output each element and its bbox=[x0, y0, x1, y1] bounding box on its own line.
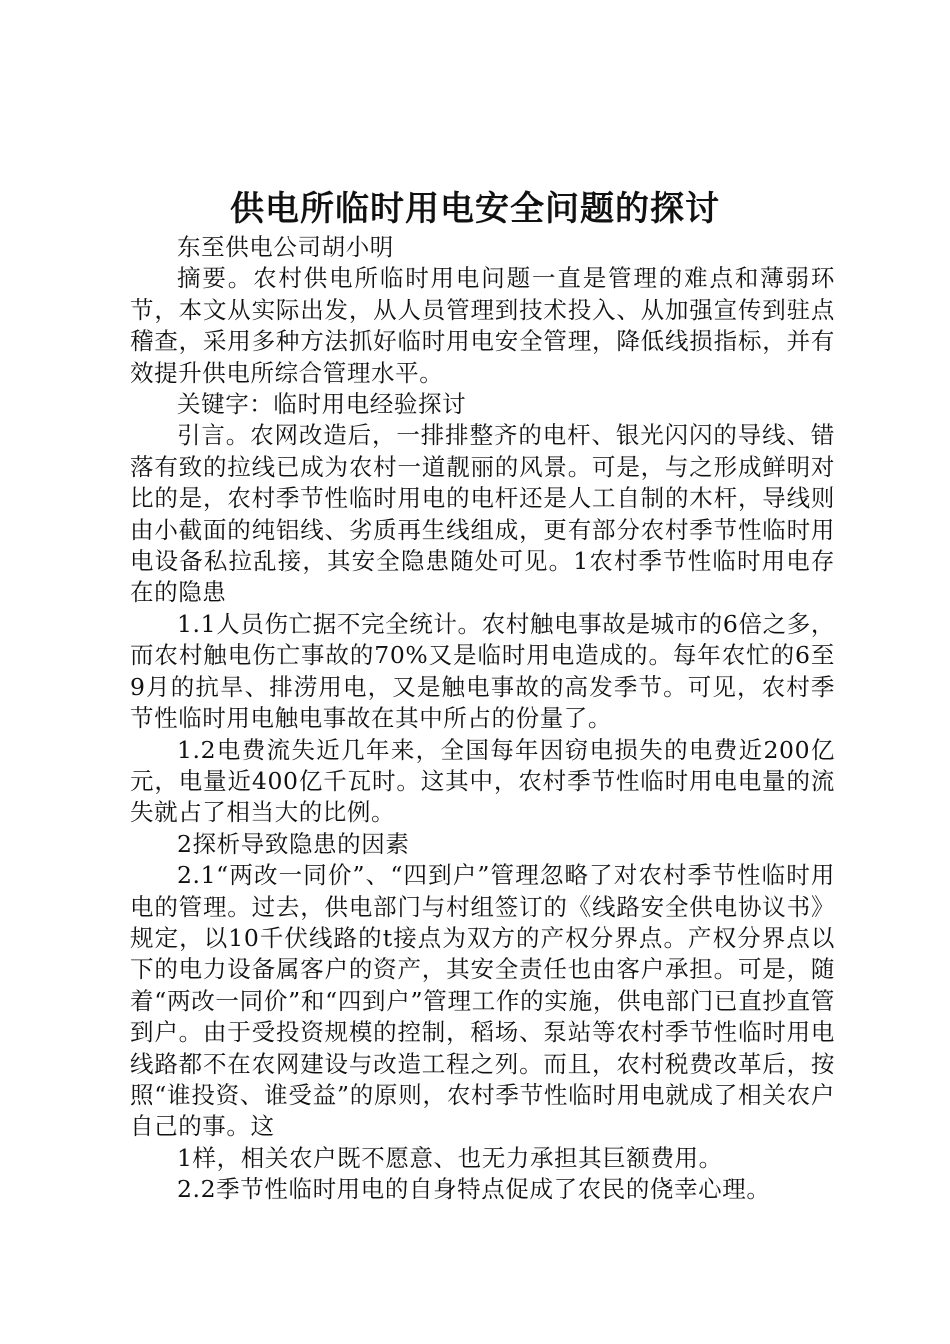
paragraph-2-1: 2.1“两改一同价”、“四到户”管理忽略了对农村季节性临时用电的管理。过去，供电部门与村组签订的《线路安全供电协议书》规定，以10千伏线路的t接点为双方的产权分界点。产权分界点以下的电力设备属客户的资产，其安全责任也由客户承担。可是，随着“两改一同价”和“四到户”管理工作的实施，供电部门已直抄直管到户。由于受投资规模的控制，稻场、泵站等农村季节性临时用电线路都不在农网建设与改造工程之列。而且，农村税费改革后，按照“谁投资、谁受益”的原则，农村季节性临时用电就成了相关农户自己的事。这 bbox=[130, 861, 835, 1141]
paragraph-keywords: 关键字：临时用电经验探讨 bbox=[177, 390, 467, 419]
paragraph-1-1: 1.1人员伤亡据不完全统计。农村触电事故是城市的6倍之多，而农村触电伤亡事故的70%又是临时用电造成的。每年农忙的6至9月的抗旱、排涝用电，又是触电事故的高发季节。可见，农村季节性临时用电触电事故在其中所占的份量了。 bbox=[130, 609, 835, 733]
paragraph-continuation: 1样，相关农户既不愿意、也无力承担其巨额费用。 bbox=[177, 1143, 723, 1172]
paragraph-abstract: 摘要。农村供电所临时用电问题一直是管理的难点和薄弱环节，本文从实际出发，从人员管理到技术投入、从加强宣传到驻点稽查，采用多种方法抓好临时用电安全管理，降低线损指标，并有效提升供电所综合管理水平。 bbox=[130, 264, 835, 387]
section-heading-2: 2探析导致隐患的因素 bbox=[177, 829, 410, 858]
paragraph-1-2: 1.2电费流失近几年来，全国每年因窃电损失的电费近200亿元，电量近400亿千瓦时。这其中，农村季节性临时用电电量的流失就占了相当大的比例。 bbox=[130, 735, 835, 827]
author-line: 东至供电公司胡小明 bbox=[177, 233, 394, 261]
paragraph-introduction: 引言。农网改造后，一排排整齐的电杆、银光闪闪的导线、错落有致的拉线已成为农村一道靓丽的风景。可是，与之形成鲜明对比的是，农村季节性临时用电的电杆还是人工自制的木杆，导线则由小截面的纯铝线、劣质再生线组成，更有部分农村季节性临时用电设备私拉乱接，其安全隐患随处可见。1农村季节性临时用电存在的隐患 bbox=[130, 421, 835, 607]
document-title: 供电所临时用电安全问题的探讨 bbox=[230, 189, 720, 229]
document-body bbox=[130, 232, 835, 1206]
paragraph-2-2: 2.2季节性临时用电的自身特点促成了农民的侥幸心理。 bbox=[177, 1175, 771, 1204]
